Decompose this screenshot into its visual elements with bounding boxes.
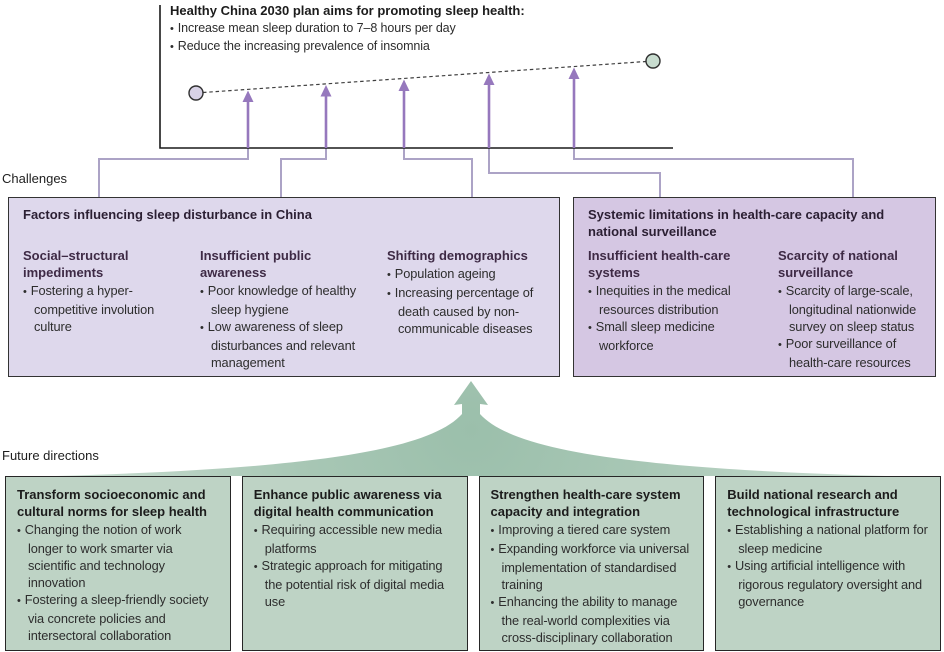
column-bullet: • Scarcity of large-scale, longitudinal nationwide survey on sleep status xyxy=(778,282,921,335)
connector-line-3 xyxy=(404,148,472,197)
plan-bullet: • Increase mean sleep duration to 7–8 hours per day xyxy=(170,20,610,38)
column-bullet-list xyxy=(23,282,185,335)
connector-line-2 xyxy=(281,148,326,197)
pressure-arrow-head-5 xyxy=(569,68,580,80)
future-box-title: Strengthen health-care system capacity and integration xyxy=(490,487,681,519)
column-bullet-list xyxy=(387,265,545,337)
pressure-arrow-head-4 xyxy=(484,74,495,86)
column-bullet: • Small sleep medicine workforce xyxy=(588,318,768,354)
column-bullet: • Poor knowledge of healthy sleep hygiene xyxy=(200,282,372,318)
future-directions-label: Future directions xyxy=(2,448,99,463)
column-bullet: • Fostering a hyper-competitive involution culture xyxy=(23,282,185,335)
column-bullet-list xyxy=(200,282,372,371)
future-bullet-list xyxy=(491,521,693,646)
future-box-system-capacity xyxy=(479,476,705,651)
future-box-research-infrastructure xyxy=(715,476,941,651)
future-box-title: Transform socioeconomic and cultural norms for sleep health xyxy=(17,487,207,519)
column-bullet: • Inequities in the medical resources distribution xyxy=(588,282,768,318)
column-bullet: • Increasing percentage of death caused by non-communicable diseases xyxy=(387,284,545,337)
challenge-box-columns xyxy=(23,247,545,371)
column-healthcare-systems xyxy=(588,247,768,371)
future-bullet: • Requiring accessible new media platforms xyxy=(254,521,456,557)
trend-dashed-line xyxy=(203,62,646,93)
column-heading: Shifting demographics xyxy=(387,248,528,263)
challenge-box-title: Systemic limitations in health-care capacity and national surveillance xyxy=(588,207,885,239)
column-public-awareness xyxy=(200,247,372,371)
challenge-box-factors xyxy=(8,197,560,377)
future-bullet: • Using artificial intelligence with rigorous regulatory oversight and governance xyxy=(727,557,929,610)
column-heading: Social–structural impediments xyxy=(23,248,129,280)
trend-end-dot xyxy=(646,54,660,68)
column-bullet-list xyxy=(588,282,768,354)
future-bullet-list xyxy=(17,521,219,644)
future-bullet: • Fostering a sleep-friendly society via concrete policies and intersectoral collaboration xyxy=(17,591,219,644)
column-bullet: • Low awareness of sleep disturbances and relevant management xyxy=(200,318,372,371)
future-bullet-list xyxy=(727,521,929,610)
pressure-arrow-head-3 xyxy=(399,80,410,92)
future-bullet: • Improving a tiered care system xyxy=(491,521,693,540)
challenge-box-columns xyxy=(588,247,921,371)
plan-callout xyxy=(170,2,610,55)
column-bullet: • Poor surveillance of health-care resources xyxy=(778,335,921,371)
pressure-arrow-head-1 xyxy=(243,91,254,103)
trend-start-dot xyxy=(189,86,203,100)
connector-line-1 xyxy=(99,148,248,197)
future-bullet-list xyxy=(254,521,456,610)
plan-title: Healthy China 2030 plan aims for promoting sleep health: xyxy=(170,3,525,18)
column-social-structural xyxy=(23,247,185,371)
future-bullet: • Expanding workforce via universal implementation of standardised training xyxy=(491,540,693,593)
future-box-socioeconomic xyxy=(5,476,231,651)
column-bullet-list xyxy=(778,282,921,371)
column-national-surveillance xyxy=(778,247,921,371)
column-heading: Insufficient health-care systems xyxy=(588,248,731,280)
plan-bullet: • Reduce the increasing prevalence of insomnia xyxy=(170,38,610,56)
challenge-box-systemic xyxy=(573,197,936,377)
column-shifting-demographics xyxy=(387,247,545,371)
future-bullet: • Strategic approach for mitigating the potential risk of digital media use xyxy=(254,557,456,610)
column-bullet: • Population ageing xyxy=(387,265,545,284)
column-heading: Insufficient public awareness xyxy=(200,248,312,280)
pressure-arrow-head-2 xyxy=(321,85,332,97)
column-heading: Scarcity of national surveillance xyxy=(778,248,898,280)
future-bullet: • Establishing a national platform for sleep medicine xyxy=(727,521,929,557)
future-box-title: Build national research and technological infrastructure xyxy=(727,487,900,519)
future-boxes-row xyxy=(5,476,941,651)
plan-bullet-list xyxy=(170,20,610,55)
funnel-up-arrow-icon xyxy=(56,381,886,476)
future-box-digital-health xyxy=(242,476,468,651)
future-bullet: • Changing the notion of work longer to work smarter via scientific and technology innovation xyxy=(17,521,219,591)
future-box-title: Enhance public awareness via digital health communication xyxy=(253,487,442,519)
future-bullet: • Enhancing the ability to manage the real-world complexities via cross-disciplinary collaboration xyxy=(491,593,693,646)
challenge-box-title: Factors influencing sleep disturbance in China xyxy=(23,207,312,222)
challenges-label: Challenges xyxy=(2,171,68,186)
